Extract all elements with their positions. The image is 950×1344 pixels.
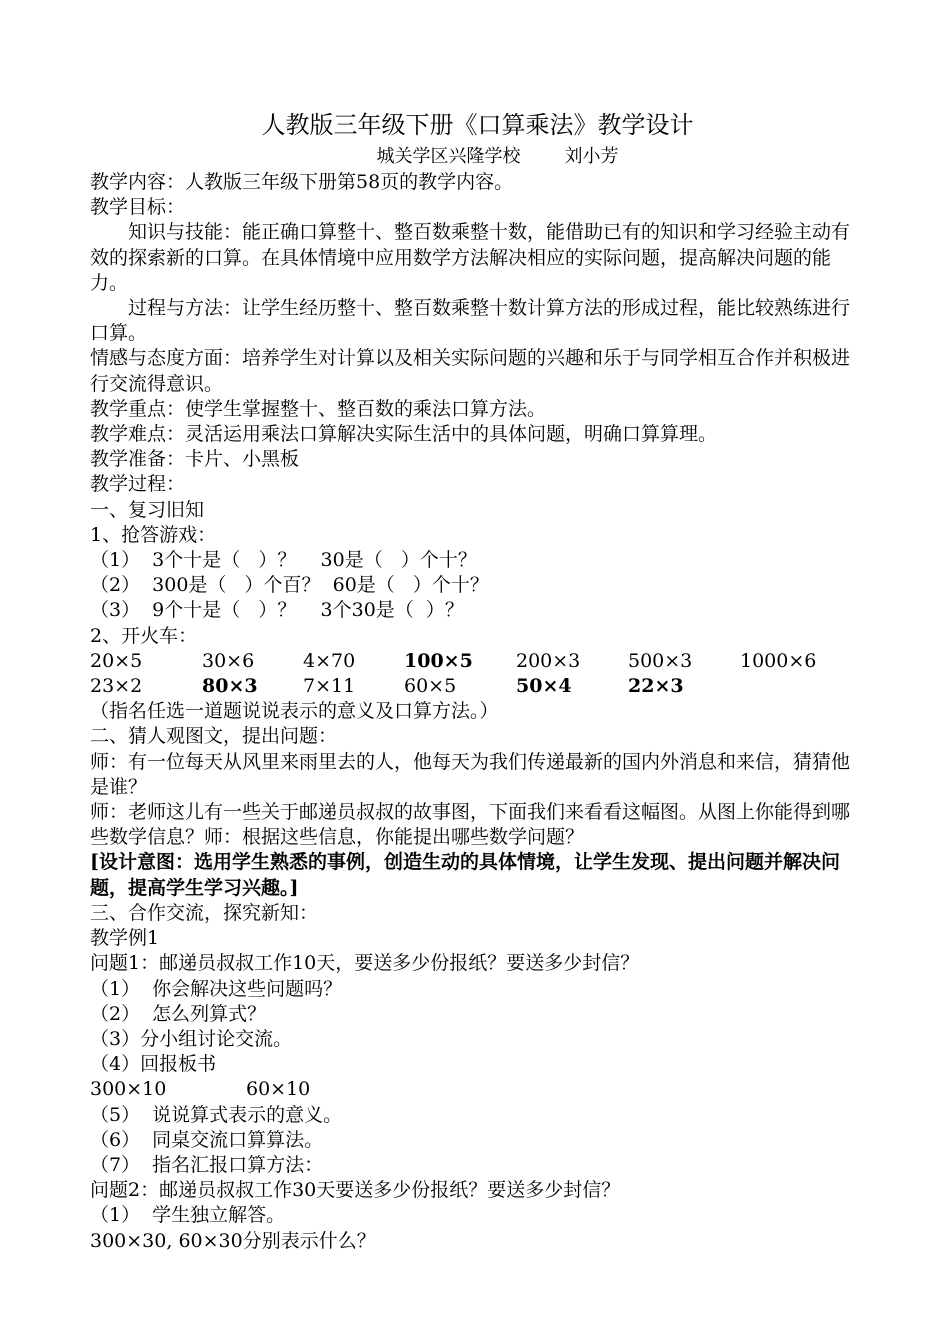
- teaching-content: 教学内容：人教版三年级下册第58页的教学内容。: [90, 171, 514, 193]
- train-row-1: [90, 649, 865, 674]
- train-item: 500×3: [628, 649, 693, 672]
- train-note: （指名任选一道题说说表示的意义及口算方法。）: [90, 700, 499, 723]
- train-item: 200×3: [516, 649, 581, 672]
- document-title: 人教版三年级下册《口算乘法》教学设计: [261, 111, 694, 139]
- author-name: 刘小芳: [564, 146, 619, 167]
- goal-knowledge: 知识与技能：能正确口算整十、整百数乘整十数，能借助已有的知识和学习经验主动有效的探索新的口算。在具体情境中应用数学方法解决相应的实际问题，提高解决问题的能力。: [90, 221, 851, 294]
- school-name: 城关学区兴隆学校: [376, 146, 521, 167]
- section-1-heading: 一、复习旧知: [90, 498, 205, 521]
- train-item: 7×11: [303, 675, 356, 698]
- problem-1-step-1: （1） 你会解决这些问题吗？: [90, 977, 343, 1000]
- goal-process: 过程与方法：让学生经历整十、整百数乘整十数计算方法的形成过程，能比较熟练进行口算。: [90, 297, 851, 345]
- problem-2-question: 300×30, 60×30分别表示什么？: [90, 1229, 376, 1252]
- train-item: 30×6: [202, 649, 255, 672]
- teaching-difficulty: 教学难点：灵活运用乘法口算解决实际生活中的具体问题，明确口算算理。: [90, 423, 718, 446]
- section-3-heading: 三、合作交流，探究新知：: [90, 901, 319, 924]
- author-line: [130, 144, 865, 170]
- board-expressions: [90, 1077, 865, 1102]
- board-expression: 60×10: [246, 1078, 311, 1101]
- problem-2: 问题2：邮递员叔叔工作30天要送多少份报纸？要送多少封信？: [90, 1179, 621, 1202]
- document-page: [90, 108, 865, 1254]
- problem-1: 问题1：邮递员叔叔工作10天，要送多少份报纸？要送多少封信？: [90, 952, 640, 975]
- teaching-goals-heading: 教学目标：: [90, 196, 186, 219]
- problem-2-step-1: （1） 学生独立解答。: [90, 1204, 286, 1227]
- design-intent: [设计意图：选用学生熟悉的事例，创造生动的具体情境，让学生发现、提出问题并解决问题，提高学生学习兴趣。]: [90, 851, 840, 899]
- section-2-heading: 二、猜人观图文，提出问题：: [90, 725, 338, 748]
- train-row-2: [90, 674, 865, 699]
- train-item: 80×3: [202, 675, 258, 698]
- example-1-heading: 教学例1: [90, 927, 160, 950]
- train-item: 100×5: [404, 649, 473, 672]
- train-item: 4×70: [303, 649, 356, 672]
- quiz-question-2: （2） 300是（ ）个百？ 60是（ ）个十？: [90, 574, 489, 597]
- problem-1-step-7: （7） 指名汇报口算方法：: [90, 1153, 324, 1176]
- problem-1-step-4: （4）回报板书: [90, 1053, 217, 1076]
- teacher-line-2: 师：老师这儿有一些关于邮递员叔叔的故事图，下面我们来看看这幅图。从图上你能得到哪些数学信息？师：根据这些信息，你能提出哪些数学问题？: [90, 801, 851, 849]
- train-item: 22×3: [628, 675, 684, 698]
- problem-1-step-6: （6） 同桌交流口算算法。: [90, 1128, 324, 1151]
- train-item: 60×5: [404, 675, 457, 698]
- quiz-question-3: （3） 9个十是（ ）？ 3个30是（ ）？: [90, 599, 464, 622]
- teaching-process: 教学过程：: [90, 473, 186, 496]
- train-item: 50×4: [516, 675, 572, 698]
- quiz-question-1: （1） 3个十是（ ）？ 30是（ ）个十？: [90, 549, 477, 572]
- train-item: 23×2: [90, 675, 143, 698]
- teacher-line-1: 师：有一位每天从风里来雨里去的人，他每天为我们传递最新的国内外消息和来信，猜猜他是谁？: [90, 750, 851, 798]
- teaching-prep: 教学准备：卡片、小黑板: [90, 448, 300, 471]
- train-game-heading: 2、开火车：: [90, 624, 198, 647]
- problem-1-step-2: （2） 怎么列算式？: [90, 1002, 267, 1025]
- quiz-game-heading: 1、抢答游戏：: [90, 523, 217, 546]
- train-item: 1000×6: [740, 649, 817, 672]
- problem-1-step-3: （3）分小组讨论交流。: [90, 1027, 293, 1050]
- train-item: 20×5: [90, 649, 143, 672]
- problem-1-step-5: （5） 说说算式表示的意义。: [90, 1103, 343, 1126]
- teaching-key: 教学重点：使学生掌握整十、整百数的乘法口算方法。: [90, 397, 547, 420]
- goal-attitude: 情感与态度方面：培养学生对计算以及相关实际问题的兴趣和乐于与同学相互合作并积极进行交流得意识。: [90, 347, 851, 395]
- board-expression: 300×10: [90, 1078, 167, 1101]
